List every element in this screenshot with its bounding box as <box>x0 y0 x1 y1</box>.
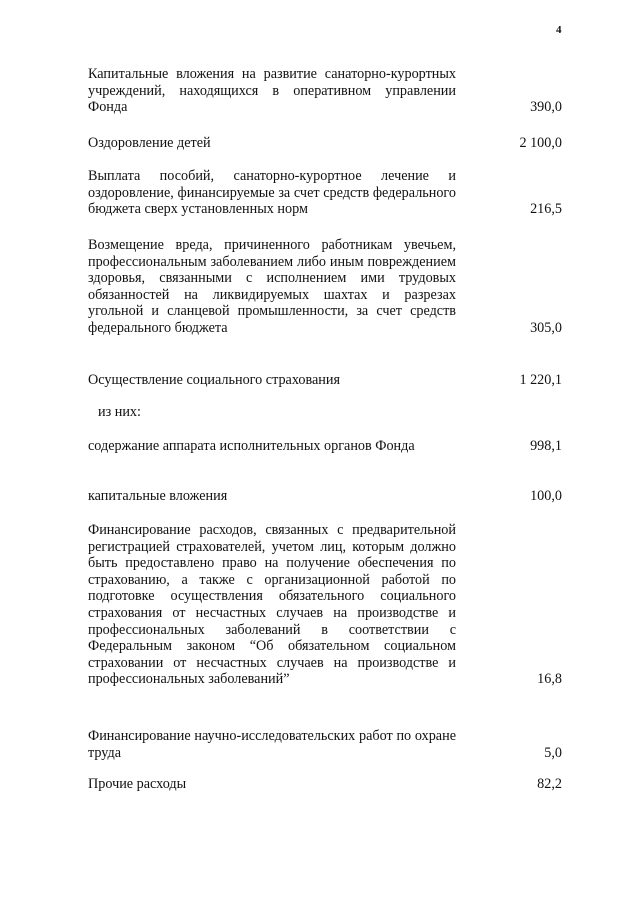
budget-item <box>88 168 562 218</box>
item-value: 5,0 <box>544 744 562 761</box>
budget-item <box>88 488 562 505</box>
item-description: Финансирование научно-исследовательских работ по охране труда <box>88 728 456 761</box>
page-number: 4 <box>556 24 562 36</box>
item-value: 1 220,1 <box>519 372 562 388</box>
budget-item <box>88 135 562 152</box>
item-value: 100,0 <box>530 488 562 504</box>
item-description: Осуществление социального страхования <box>88 372 341 388</box>
item-description: Выплата пособий, санаторно-курортное лечение и оздоровление, финансируемые за счет средств федерального бюджета сверх установленных норм <box>88 168 456 218</box>
budget-item <box>88 438 562 455</box>
item-value: 390,0 <box>530 99 562 116</box>
item-description: Оздоровление детей <box>88 135 211 151</box>
item-value: 2 100,0 <box>519 135 562 151</box>
item-description: Прочие расходы <box>88 776 187 792</box>
budget-item <box>88 237 562 337</box>
item-description: Финансирование расходов, связанных с предварительной регистрацией страхователей, учетом лиц, которым должно быть предоставлено право на получение обеспечения по страхованию, а также с организационной работой по подготовке осуществления обязательного социального страхования от несчастных случаев на производстве и профессиональных заболеваний в соответствии с Федеральным законом “Об обязательном социальном страховании от несчастных случаев на производстве и профессиональных заболеваний” <box>88 522 456 688</box>
item-value: 998,1 <box>530 438 562 454</box>
item-description: Возмещение вреда, причиненного работникам увечьем, профессиональным заболеванием либо иным повреждением здоровья, связанными с исполнением ими трудовых обязанностей на ликвидируемых шахтах и разрезах угольной и сланцевой промышленности, за счет средств федерального бюджета <box>88 237 456 336</box>
budget-item <box>88 776 562 793</box>
budget-item <box>88 522 562 688</box>
budget-item <box>88 728 562 761</box>
item-description: содержание аппарата исполнительных органов Фонда <box>88 438 415 454</box>
subheading: из них: <box>98 404 141 420</box>
item-description: Капитальные вложения на развитие санаторно-курортных учреждений, находящихся в оперативном управлении Фонда <box>88 66 456 116</box>
item-value: 216,5 <box>530 201 562 218</box>
item-description: капитальные вложения <box>88 488 228 504</box>
budget-item <box>88 66 562 116</box>
item-value: 16,8 <box>537 671 562 688</box>
item-value: 82,2 <box>537 776 562 792</box>
item-value: 305,0 <box>530 319 562 336</box>
budget-item <box>88 372 562 389</box>
